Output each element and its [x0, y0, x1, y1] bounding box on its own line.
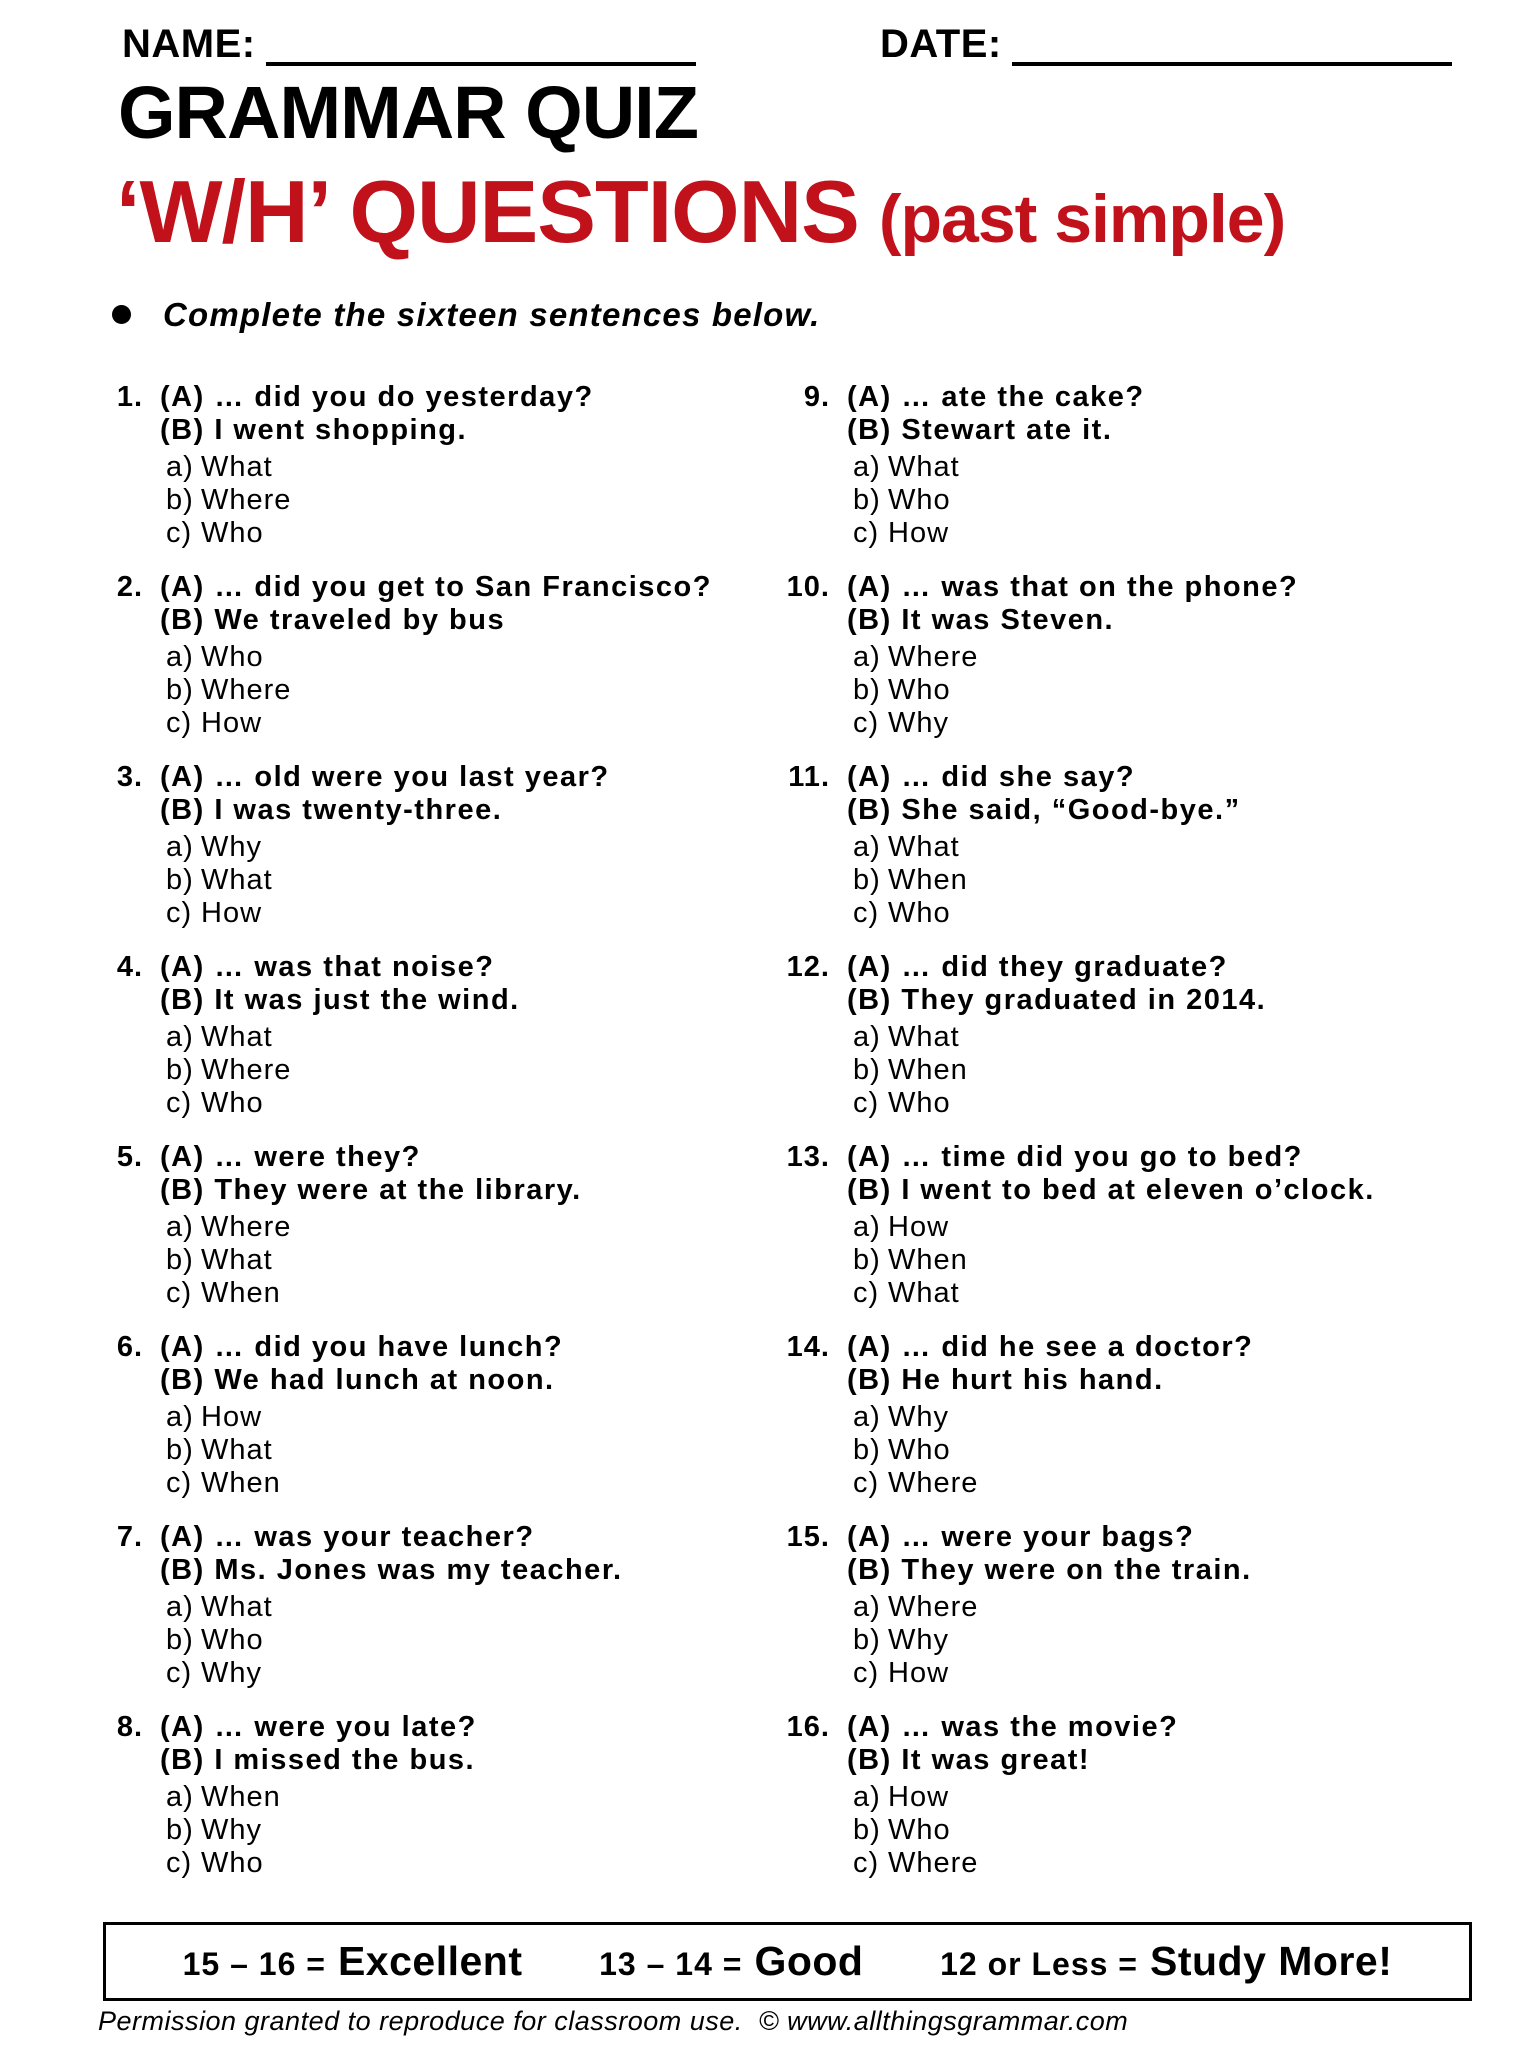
question-number: 4.: [116, 951, 143, 983]
question-item: [782, 1331, 1422, 1500]
option-label: When: [201, 1277, 281, 1309]
option-key: b): [166, 674, 194, 706]
option-key: c): [853, 1657, 880, 1689]
question-item: [95, 571, 735, 740]
option-row: [853, 1054, 1266, 1087]
option-row: [166, 484, 594, 517]
question-line-a: (A) … were your bags?: [847, 1521, 1195, 1553]
option-label: Why: [201, 831, 262, 863]
option-label: How: [201, 707, 263, 739]
question-line-a: (A) … was the movie?: [847, 1711, 1179, 1743]
question-line-b: (B) They were on the train.: [847, 1554, 1252, 1586]
option-key: b): [166, 1624, 194, 1656]
score-item-excellent: [183, 1938, 523, 1985]
question-body: [160, 761, 610, 930]
option-label: Why: [201, 1814, 262, 1846]
option-key: b): [166, 484, 194, 516]
option-label: How: [201, 897, 263, 929]
option-label: Who: [201, 517, 264, 549]
option-label: When: [201, 1781, 281, 1813]
name-field: [122, 22, 696, 66]
option-label: What: [888, 831, 960, 863]
question-line-b: (B) We had lunch at noon.: [160, 1364, 555, 1396]
question-number: 10.: [786, 571, 830, 603]
question-item: [95, 1521, 735, 1690]
options-list: [847, 1591, 1252, 1690]
option-label: What: [201, 1021, 273, 1053]
question-number: 1.: [116, 381, 143, 413]
option-key: b): [166, 864, 194, 896]
option-row: [853, 1434, 1253, 1467]
option-key: c): [166, 1277, 193, 1309]
option-key: b): [853, 1434, 881, 1466]
question-number: 2.: [116, 571, 143, 603]
score-label: Excellent: [337, 1938, 523, 1984]
question-line-b: (B) It was great!: [847, 1744, 1091, 1776]
option-label: Why: [201, 1657, 262, 1689]
option-key: c): [166, 1657, 193, 1689]
option-key: b): [166, 1814, 194, 1846]
option-label: Why: [888, 1624, 949, 1656]
question-line-b: (B) It was just the wind.: [160, 984, 520, 1016]
options-list: [160, 1211, 582, 1310]
option-key: c): [853, 1087, 880, 1119]
option-row: [166, 1277, 582, 1310]
question-item: [782, 381, 1422, 550]
option-row: [853, 1021, 1266, 1054]
option-key: c): [853, 1467, 880, 1499]
option-key: a): [166, 641, 194, 673]
option-key: c): [166, 517, 193, 549]
option-key: b): [166, 1244, 194, 1276]
option-label: Who: [201, 641, 264, 673]
option-key: a): [166, 1021, 194, 1053]
option-row: [853, 864, 1241, 897]
question-line-b: (B) She said, “Good-bye.”: [847, 794, 1241, 826]
option-label: What: [888, 1277, 960, 1309]
option-row: [853, 1277, 1375, 1310]
option-label: What: [201, 1434, 273, 1466]
option-key: c): [853, 1277, 880, 1309]
option-row: [166, 1401, 563, 1434]
question-line-a: (A) … did they graduate?: [847, 951, 1228, 983]
score-label: Study More!: [1149, 1938, 1393, 1984]
question-body: [847, 1331, 1253, 1500]
option-row: [166, 674, 712, 707]
option-label: Why: [888, 707, 949, 739]
option-label: Who: [888, 897, 951, 929]
question-line-a: (A) … time did you go to bed?: [847, 1141, 1303, 1173]
option-row: [166, 1211, 582, 1244]
score-item-study-more: [940, 1938, 1392, 1985]
question-item: [95, 1711, 735, 1880]
instruction-row: [112, 296, 821, 334]
score-item-good: [599, 1938, 863, 1985]
option-row: [853, 1211, 1375, 1244]
option-row: [853, 674, 1298, 707]
option-label: How: [888, 1657, 950, 1689]
option-key: a): [166, 1591, 194, 1623]
question-item: [782, 951, 1422, 1120]
question-number: 3.: [116, 761, 143, 793]
options-list: [847, 1211, 1375, 1310]
question-body: [847, 951, 1266, 1120]
option-row: [166, 1591, 623, 1624]
option-key: a): [853, 1211, 881, 1243]
question-line-a: (A) … did you have lunch?: [160, 1331, 564, 1363]
question-body: [160, 1521, 623, 1690]
page-subtitle: [116, 162, 1285, 262]
question-body: [160, 951, 520, 1120]
option-key: a): [853, 1591, 881, 1623]
option-row: [853, 641, 1298, 674]
copyright-footer: Permission granted to reproduce for classroom use. © www.allthingsgrammar.com: [98, 2006, 1129, 2036]
page-title: GRAMMAR QUIZ: [118, 71, 698, 154]
question-line-a: (A) … did you do yesterday?: [160, 381, 594, 413]
option-label: How: [888, 1211, 950, 1243]
options-list: [160, 1021, 520, 1120]
question-line-b: (B) I missed the bus.: [160, 1744, 476, 1776]
option-row: [853, 1244, 1375, 1277]
question-line-b: (B) Ms. Jones was my teacher.: [160, 1554, 623, 1586]
option-row: [853, 1591, 1252, 1624]
option-key: a): [853, 451, 881, 483]
option-label: What: [888, 1021, 960, 1053]
option-row: [166, 864, 610, 897]
subtitle-main: ‘W/H’ QUESTIONS: [116, 162, 859, 261]
option-row: [853, 1624, 1252, 1657]
option-label: What: [201, 451, 273, 483]
question-item: [95, 761, 735, 930]
question-line-b: (B) Stewart ate it.: [847, 414, 1113, 446]
option-key: c): [853, 897, 880, 929]
option-key: a): [166, 451, 194, 483]
option-key: b): [166, 1054, 194, 1086]
option-label: How: [201, 1401, 263, 1433]
question-body: [160, 571, 712, 740]
option-key: b): [853, 1244, 881, 1276]
option-row: [166, 1244, 582, 1277]
question-line-b: (B) I was twenty-three.: [160, 794, 503, 826]
questions-column-left: [95, 381, 735, 1901]
option-row: [853, 451, 1145, 484]
question-item: [95, 381, 735, 550]
option-key: a): [853, 1021, 881, 1053]
option-row: [853, 1847, 1178, 1880]
options-list: [160, 451, 594, 550]
option-row: [853, 1467, 1253, 1500]
option-label: Who: [201, 1624, 264, 1656]
option-key: b): [853, 484, 881, 516]
subtitle-suffix: (past simple): [878, 181, 1286, 257]
question-line-a: (A) … old were you last year?: [160, 761, 610, 793]
question-number: 5.: [116, 1141, 143, 1173]
option-row: [853, 1814, 1178, 1847]
question-number: 15.: [786, 1521, 830, 1553]
question-item: [782, 761, 1422, 930]
option-row: [166, 1021, 520, 1054]
question-line-a: (A) … was that noise?: [160, 951, 495, 983]
question-body: [847, 571, 1298, 740]
question-line-a: (A) … did he see a doctor?: [847, 1331, 1254, 1363]
option-key: a): [166, 1211, 194, 1243]
question-line-b: (B) I went to bed at eleven o’clock.: [847, 1174, 1375, 1206]
option-key: b): [853, 864, 881, 896]
option-label: How: [888, 517, 950, 549]
score-label: Good: [754, 1938, 864, 1984]
question-line-b: (B) They graduated in 2014.: [847, 984, 1267, 1016]
option-label: What: [201, 864, 273, 896]
option-row: [166, 1624, 623, 1657]
name-blank-line: [266, 26, 696, 66]
option-label: Where: [201, 484, 292, 516]
question-body: [847, 1141, 1375, 1310]
options-list: [847, 451, 1145, 550]
question-item: [782, 1711, 1422, 1880]
option-row: [853, 1087, 1266, 1120]
question-line-a: (A) … was that on the phone?: [847, 571, 1299, 603]
question-body: [847, 381, 1145, 550]
option-key: b): [166, 1434, 194, 1466]
question-number: 12.: [786, 951, 830, 983]
options-list: [847, 1781, 1178, 1880]
score-range: 15 – 16 =: [182, 1946, 326, 1982]
option-row: [853, 517, 1145, 550]
option-label: What: [888, 451, 960, 483]
options-list: [160, 1591, 623, 1690]
option-label: What: [201, 1244, 273, 1276]
options-list: [160, 1401, 563, 1500]
options-list: [160, 1781, 477, 1880]
option-row: [166, 1087, 520, 1120]
option-label: Who: [888, 1434, 951, 1466]
name-label: NAME:: [122, 22, 256, 66]
option-key: a): [853, 1401, 881, 1433]
option-row: [166, 1781, 477, 1814]
option-key: c): [166, 707, 193, 739]
question-number: 7.: [116, 1521, 143, 1553]
question-number: 8.: [116, 1711, 143, 1743]
option-row: [166, 1054, 520, 1087]
option-row: [853, 707, 1298, 740]
option-key: a): [853, 641, 881, 673]
option-key: c): [166, 1087, 193, 1119]
questions-grid: [95, 381, 1422, 1901]
option-row: [166, 1814, 477, 1847]
question-number: 16.: [786, 1711, 830, 1743]
score-range: 13 – 14 =: [599, 1946, 743, 1982]
date-label: DATE:: [880, 22, 1002, 66]
option-key: c): [166, 1847, 193, 1879]
question-body: [160, 1331, 563, 1500]
question-line-b: (B) I went shopping.: [160, 414, 468, 446]
option-label: What: [201, 1591, 273, 1623]
question-line-a: (A) … were they?: [160, 1141, 421, 1173]
option-key: a): [853, 1781, 881, 1813]
question-body: [847, 1521, 1252, 1690]
score-box: [103, 1922, 1472, 2001]
option-label: Where: [201, 674, 292, 706]
date-blank-line: [1012, 26, 1452, 66]
option-key: b): [853, 1814, 881, 1846]
options-list: [847, 641, 1298, 740]
question-body: [847, 761, 1241, 930]
option-key: b): [853, 1624, 881, 1656]
option-label: When: [201, 1467, 281, 1499]
question-number: 13.: [786, 1141, 830, 1173]
option-key: a): [853, 831, 881, 863]
question-line-b: (B) It was Steven.: [847, 604, 1115, 636]
option-key: a): [166, 831, 194, 863]
option-row: [166, 831, 610, 864]
question-body: [847, 1711, 1178, 1880]
question-number: 9.: [803, 381, 830, 413]
option-label: Who: [888, 1087, 951, 1119]
options-list: [847, 1021, 1266, 1120]
option-label: Why: [888, 1401, 949, 1433]
option-row: [853, 831, 1241, 864]
option-key: a): [166, 1401, 194, 1433]
option-key: c): [853, 707, 880, 739]
instruction-text: Complete the sixteen sentences below.: [163, 296, 821, 333]
question-line-b: (B) We traveled by bus: [160, 604, 506, 636]
question-item: [95, 951, 735, 1120]
option-row: [166, 1434, 563, 1467]
question-item: [782, 1141, 1422, 1310]
question-item: [782, 571, 1422, 740]
question-item: [782, 1521, 1422, 1690]
question-item: [95, 1331, 735, 1500]
option-row: [166, 1467, 563, 1500]
option-row: [853, 1401, 1253, 1434]
option-label: Who: [201, 1847, 264, 1879]
questions-column-right: [782, 381, 1422, 1901]
option-label: Where: [888, 1591, 979, 1623]
option-key: c): [853, 517, 880, 549]
option-key: c): [853, 1847, 880, 1879]
option-label: Where: [888, 1847, 979, 1879]
option-label: How: [888, 1781, 950, 1813]
option-key: b): [853, 674, 881, 706]
option-key: c): [166, 1467, 193, 1499]
option-key: a): [166, 1781, 194, 1813]
question-item: [95, 1141, 735, 1310]
options-list: [160, 641, 712, 740]
option-label: Who: [888, 1814, 951, 1846]
option-row: [166, 517, 594, 550]
options-list: [847, 831, 1241, 930]
score-range: 12 or Less =: [940, 1946, 1138, 1982]
option-row: [166, 897, 610, 930]
question-number: 14.: [786, 1331, 830, 1363]
option-label: When: [888, 864, 968, 896]
question-line-a: (A) … were you late?: [160, 1711, 477, 1743]
option-label: Where: [201, 1211, 292, 1243]
options-list: [847, 1401, 1253, 1500]
question-line-b: (B) He hurt his hand.: [847, 1364, 1164, 1396]
option-label: When: [888, 1244, 968, 1276]
question-number: 6.: [116, 1331, 143, 1363]
question-line-a: (A) … ate the cake?: [847, 381, 1145, 413]
question-line-b: (B) They were at the library.: [160, 1174, 582, 1206]
option-row: [166, 1657, 623, 1690]
option-row: [166, 707, 712, 740]
options-list: [160, 831, 610, 930]
question-body: [160, 1141, 582, 1310]
bullet-icon: [112, 305, 131, 324]
option-row: [853, 484, 1145, 517]
option-row: [166, 451, 594, 484]
option-row: [166, 1847, 477, 1880]
option-label: When: [888, 1054, 968, 1086]
question-line-a: (A) … did she say?: [847, 761, 1136, 793]
option-row: [853, 897, 1241, 930]
question-line-a: (A) … did you get to San Francisco?: [160, 571, 712, 603]
question-body: [160, 381, 594, 550]
option-label: Where: [888, 641, 979, 673]
option-row: [853, 1781, 1178, 1814]
question-number: 11.: [788, 761, 830, 793]
option-row: [853, 1657, 1252, 1690]
option-row: [166, 641, 712, 674]
question-line-a: (A) … was your teacher?: [160, 1521, 535, 1553]
option-label: Who: [888, 674, 951, 706]
option-key: c): [166, 897, 193, 929]
option-key: b): [853, 1054, 881, 1086]
question-body: [160, 1711, 477, 1880]
option-label: Who: [888, 484, 951, 516]
option-label: Where: [888, 1467, 979, 1499]
date-field: [880, 22, 1452, 66]
option-label: Who: [201, 1087, 264, 1119]
option-label: Where: [201, 1054, 292, 1086]
